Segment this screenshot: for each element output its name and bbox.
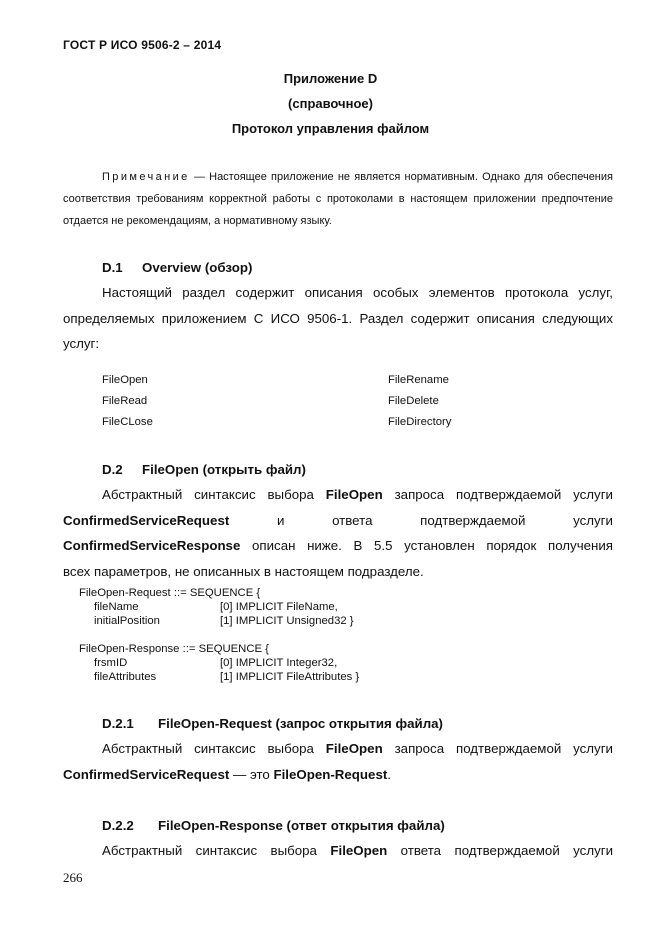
section-title: FileOpen-Request (запрос открытия файла) (158, 716, 443, 731)
section-number: D.2.1 (102, 716, 134, 731)
note-text: Настоящее приложение не является нормативным. Однако для обеспечения соответствия требованиям корректной работы с протоколами в настоящем приложении предпочтение отдается не рекомендациям, а нормативному языку. (63, 171, 613, 227)
text-line (63, 762, 613, 788)
text-run: . (387, 766, 391, 782)
service-item: FileDirectory (388, 416, 452, 428)
text-run: ответа подтверждаемой услуги (387, 843, 614, 858)
text-line (63, 838, 613, 864)
text-line (63, 508, 613, 534)
term-bold: ConfirmedServiceResponse (63, 538, 241, 553)
note-block (63, 166, 613, 232)
standard-header: ГОСТ Р ИСО 9506-2 – 2014 (63, 38, 222, 52)
text-run: — это (229, 766, 274, 782)
d2-paragraph (63, 482, 613, 584)
term-bold: FileOpen (325, 741, 383, 756)
code-field-name: fileAttributes (94, 671, 157, 683)
d22-paragraph (63, 838, 613, 864)
code-field-type: [0] IMPLICIT Integer32, (220, 657, 338, 669)
d21-paragraph (63, 736, 613, 787)
appendix-kind: (справочное) (288, 96, 373, 111)
section-heading-d1 (102, 260, 252, 275)
text-run: запроса подтверждаемой услуги (382, 741, 613, 756)
text-run: подтверждаемой (420, 512, 526, 528)
page-number: 266 (63, 870, 83, 885)
text-run: ответа (332, 512, 373, 528)
section-number: D.2.2 (102, 818, 134, 833)
service-item: FileRename (388, 374, 449, 386)
section-number: D.1 (102, 260, 123, 275)
service-item: FileOpen (102, 374, 148, 386)
code-field-name: initialPosition (94, 615, 160, 627)
text-run: услуги (573, 512, 613, 528)
code-field-type: [1] IMPLICIT Unsigned32 } (220, 615, 354, 627)
text-line (63, 482, 613, 508)
code-response-head: FileOpen-Response ::= SEQUENCE { (79, 643, 269, 655)
note-dash: — (189, 171, 210, 183)
text-run: Абстрактный синтаксис выбора (102, 487, 326, 502)
text-run: запроса подтверждаемой услуги (382, 487, 613, 502)
appendix-title: Приложение D (283, 71, 378, 86)
section-title: FileOpen (открыть файл) (142, 462, 306, 477)
d1-paragraph: Настоящий раздел содержит описания особых элементов протокола услуг, определяемых приложением С ИСО 9506-1. Раздел содержит описания следующих услуг: (63, 285, 613, 351)
text-run: Абстрактный синтаксис выбора (102, 843, 331, 858)
code-field-name: fileName (94, 601, 139, 613)
service-item: FileCLose (102, 416, 153, 428)
section-heading-d21 (102, 716, 443, 731)
text-run: Абстрактный синтаксис выбора (102, 741, 326, 756)
text-line: всех параметров, не описанных в настоящем подразделе. (63, 563, 424, 579)
text-line (63, 736, 613, 762)
code-field-name: frsmID (94, 657, 128, 669)
term-bold: FileOpen-Request (273, 766, 388, 782)
term-bold: FileOpen (325, 487, 383, 502)
term-bold: ConfirmedServiceRequest (63, 512, 230, 528)
section-number: D.2 (102, 462, 123, 477)
section-title: Overview (обзор) (142, 260, 253, 275)
code-field-type: [0] IMPLICIT FileName, (220, 601, 338, 613)
text-run: и (276, 512, 285, 528)
code-field-type: [1] IMPLICIT FileAttributes } (220, 671, 360, 683)
text-run: описан ниже. В 5.5 установлен порядок получения (240, 538, 613, 553)
term-bold: FileOpen (330, 843, 388, 858)
service-item: FileRead (102, 395, 148, 407)
section-title: FileOpen-Response (ответ открытия файла) (158, 818, 445, 833)
service-item: FileDelete (388, 395, 439, 407)
note-label: Примечание (102, 171, 190, 183)
appendix-name: Протокол управления файлом (231, 121, 430, 136)
section-heading-d22 (102, 818, 445, 833)
code-request-head: FileOpen-Request ::= SEQUENCE { (79, 587, 261, 599)
section-heading-d2 (102, 462, 306, 477)
term-bold: ConfirmedServiceRequest (63, 766, 230, 782)
text-line (63, 533, 613, 559)
